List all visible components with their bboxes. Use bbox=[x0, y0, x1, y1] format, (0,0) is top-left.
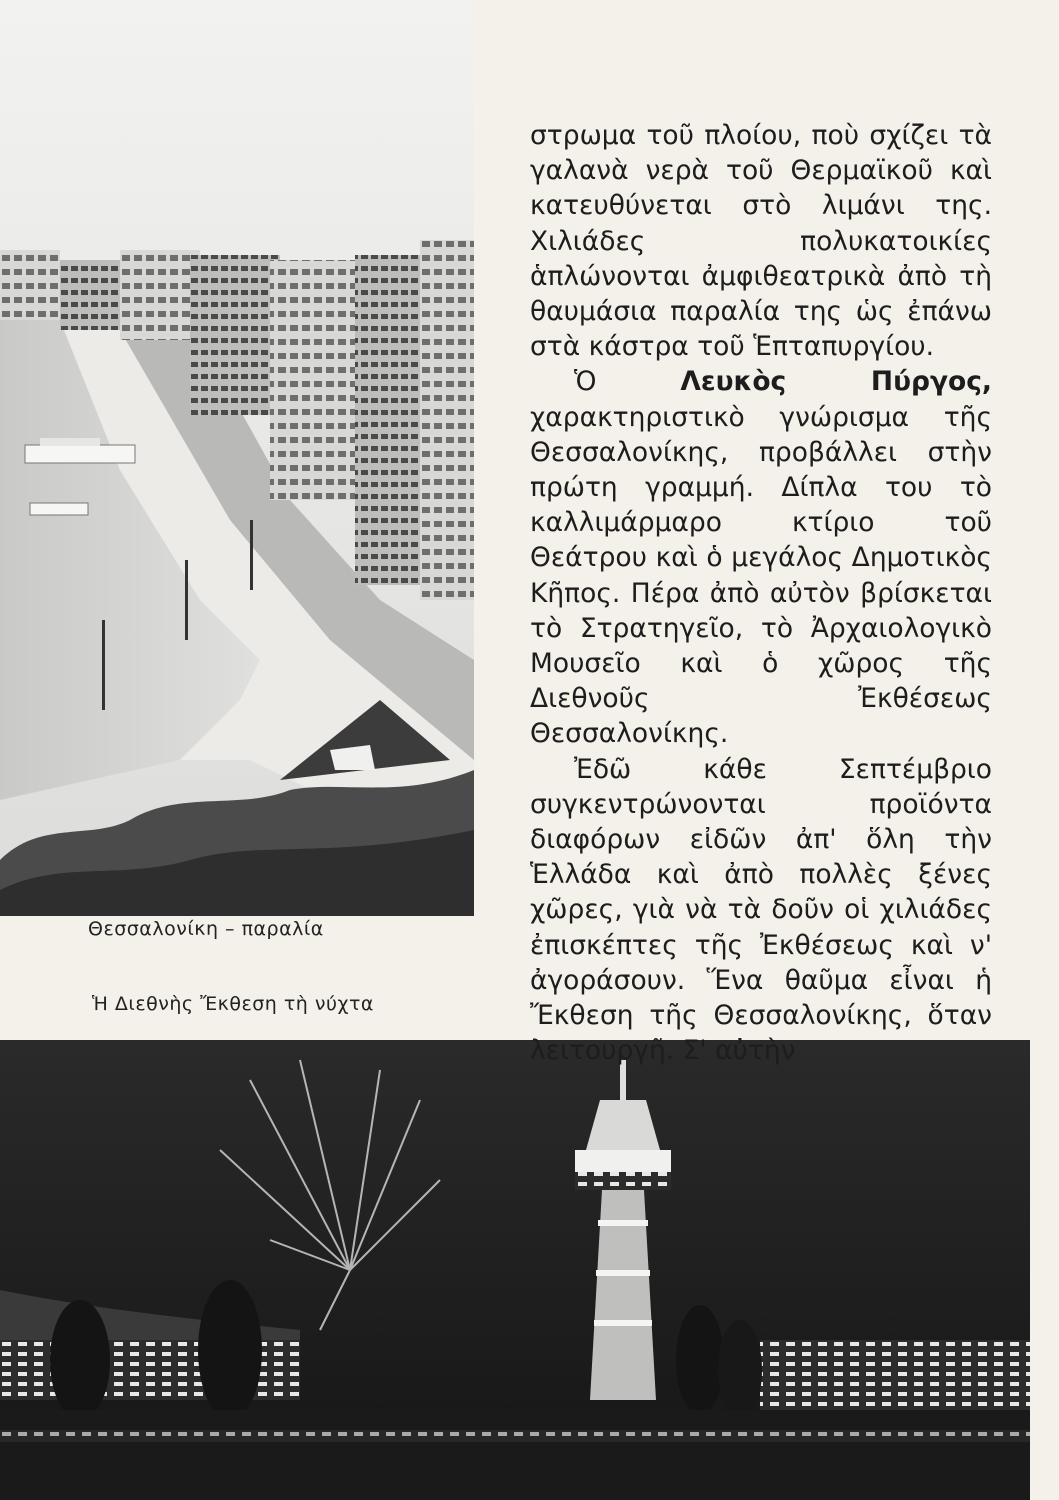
white-tower-term: Λευκὸς Πύργος, bbox=[680, 366, 993, 398]
photo-caption-fair-night: Ἡ Διεθνὴς Ἔκθεση τὴ νύχτα bbox=[92, 993, 374, 1015]
fair-at-night-photo bbox=[0, 1040, 1030, 1500]
photo-caption-waterfront: Θεσσαλονίκη – παραλία bbox=[88, 918, 324, 940]
paragraph-2 bbox=[530, 364, 992, 751]
paragraph-2-start: Ὁ bbox=[574, 366, 681, 398]
waterfront-photo bbox=[0, 0, 474, 916]
paragraph-2-rest: χαρακτηριστικὸ γνώρισμα τῆς Θεσσαλονίκης, προβάλλει στὴν πρώτη γραμμή. Δίπλα του τὸ καλλιμάρμαρο κτίριο τοῦ Θεάτρου καὶ ὁ μεγάλος Δημοτικὸς Κῆπος. Πέρα ἀπὸ αὐτὸν βρίσκεται τὸ Στρατηγεῖο, τὸ Ἀρχαιολογικὸ Μουσεῖο καὶ ὁ χῶρος τῆς Διεθνοῦς Ἐκθέσεως Θεσσαλονίκης. bbox=[530, 401, 992, 750]
paragraph-3: Ἐδῶ κάθε Σεπτέμβριο συγκεντρώνονται προϊόντα διαφόρων εἰδῶν ἀπ' ὅλη τὴν Ἑλλάδα καὶ ἀπὸ πολλὲς ξένες χῶρες, γιὰ νὰ τὰ δοῦν οἱ χιλιάδες ἐπισκέπτες τῆς Ἐκθέσεως καὶ ν' ἀγοράσουν. Ἕνα θαῦμα εἶναι ἡ Ἔκθεση τῆς Θεσσαλονίκης, ὅταν λειτουργῆ. Σ' αὐτὴν bbox=[530, 753, 992, 1067]
article-body bbox=[530, 118, 992, 1068]
paragraph-1: στρωμα τοῦ πλοίου, ποὺ σχίζει τὰ γαλανὰ νερὰ τοῦ Θερμαϊκοῦ καὶ κατευθύνεται στὸ λιμάνι της. Χιλιάδες πολυκατοικίες ἁπλώνονται ἀμφιθεατρικὰ ἀπὸ τὴ θαυμάσια παραλία της ὡς ἐπάνω στὰ κάστρα τοῦ Ἑπταπυργίου. bbox=[530, 120, 992, 363]
